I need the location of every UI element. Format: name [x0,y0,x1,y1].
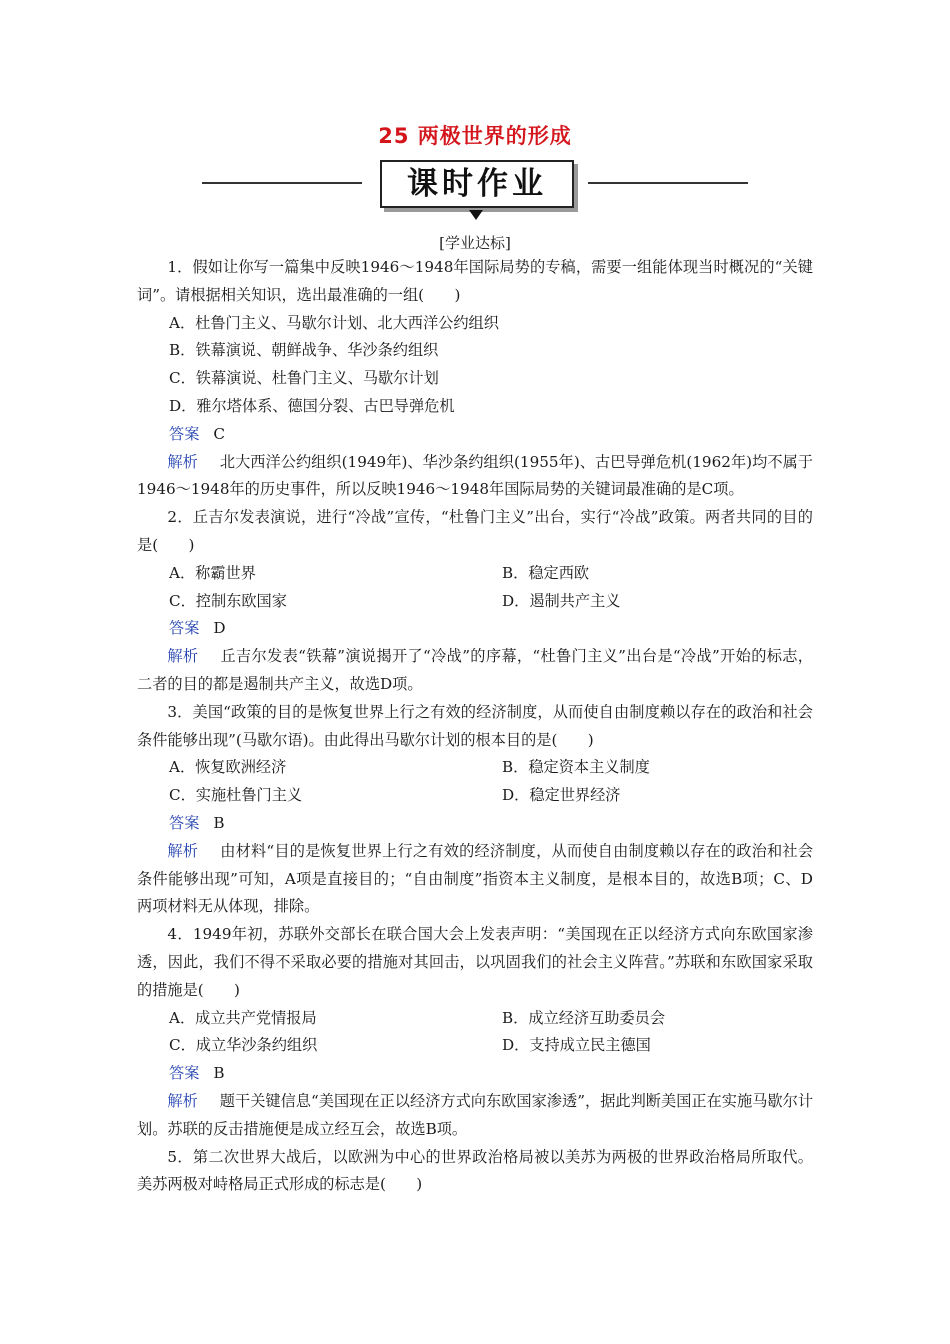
option-d: D．支持成立民主德国 [502,1036,651,1055]
answer-line [137,615,813,643]
question-stem: 2．丘吉尔发表演说，进行“冷战”宣传，“杜鲁门主义”出台，实行“冷战”政策。两者共同的目的是( ) [137,508,813,554]
options-row [137,754,813,782]
question-list [137,254,813,1199]
answer-value: C [213,424,225,443]
option-b: B．铁幕演说、朝鲜战争、华沙条约组织 [169,341,439,360]
banner-label: 课时作业 [380,160,574,208]
question-1 [137,254,813,504]
answer-line [137,810,813,838]
analysis-paragraph [137,643,813,699]
analysis-text: 由材料“目的是恢复世界上行之有效的经济制度，从而使自由制度赖以存在的政治和社会条件能够出现”可知，A项是直接目的；“自由制度”指资本主义制度，是根本目的，故选B项；C、D两项材料无从体现，排除。 [137,841,814,916]
answer-value: B [213,1064,225,1083]
answer-label: 答案 [169,424,200,443]
question-3 [137,699,813,921]
option-d: D．遏制共产主义 [502,591,621,610]
answer-value: D [213,619,226,638]
option-a: A．杜鲁门主义、马歇尔计划、北大西洋公约组织 [169,313,499,332]
analysis-text: 北大西洋公约组织(1949年)、华沙条约组织(1955年)、古巴导弹危机(1962年)均不属于1946～1948年的历史事件，所以反映1946～1948年国际局势的关键词最准确的是C项。 [137,452,813,499]
analysis-label: 解析 [167,452,198,471]
option-a: A．称霸世界 [169,563,256,582]
analysis-paragraph [137,449,813,505]
option-c: C．铁幕演说、杜鲁门主义、马歇尔计划 [169,369,439,388]
question-stem: 3．美国“政策的目的是恢复世界上行之有效的经济制度，从而使自由制度赖以存在的政治和社会条件能够出现”(马歇尔语)。由此得出马歇尔计划的根本目的是( ) [137,702,813,749]
question-4 [137,921,813,1143]
answer-label: 答案 [169,1064,200,1083]
analysis-text: 题干关键信息“美国现在正以经济方式向东欧国家渗透”，据此判断美国正在实施马歇尔计划。苏联的反击措施便是成立经互会，故选B项。 [137,1091,814,1138]
analysis-text: 丘吉尔发表“铁幕”演说揭开了“冷战”的序幕，“杜鲁门主义”出台是“冷战”开始的标志，二者的目的都是遏制共产主义，故选D项。 [137,647,813,693]
analysis-label: 解析 [167,841,199,860]
option-a: A．成立共产党情报局 [169,1008,317,1027]
options-row [137,1005,813,1033]
answer-label: 答案 [169,619,200,638]
answer-label: 答案 [169,813,200,832]
option-b: B．成立经济互助委员会 [502,1008,666,1027]
question-stem: 5．第二次世界大战后，以欧洲为中心的世界政治格局被以美苏为两极的世界政治格局所取代。美苏两极对峙格局正式形成的标志是( ) [137,1147,813,1194]
question-5 [137,1144,813,1200]
options-row [137,560,813,588]
banner-rule-right [588,182,748,184]
answer-line [137,1060,813,1088]
question-stem: 4．1949年初，苏联外交部长在联合国大会上发表声明：“美国现在正以经济方式向东欧国家渗透，因此，我们不得不采取必要的措施对其回击，以巩固我们的社会主义阵营。”苏联和东欧国家采取的措施是( ) [137,925,813,999]
lesson-title: 25 两极世界的形成 [378,124,572,148]
analysis-paragraph [137,838,813,921]
option-d: D．稳定世界经济 [502,786,621,805]
options-row [137,588,813,616]
answer-value: B [213,813,225,832]
analysis-label: 解析 [167,647,199,666]
option-c: C．控制东欧国家 [169,591,287,610]
analysis-label: 解析 [167,1091,198,1110]
options-row [137,782,813,810]
section-heading: [学业达标] [439,234,511,252]
homework-banner [0,156,950,228]
option-b: B．稳定西欧 [502,563,590,582]
option-d: D．雅尔塔体系、德国分裂、古巴导弹危机 [169,396,455,415]
option-b: B．稳定资本主义制度 [502,758,650,777]
banner-arrow-icon [469,210,483,220]
question-stem: 1．假如让你写一篇集中反映1946～1948年国际局势的专稿，需要一组能体现当时概况的“关键词”。请根据相关知识，选出最准确的一组( ) [137,258,813,304]
answer-line [137,421,813,449]
option-a: A．恢复欧洲经济 [169,758,287,777]
option-c: C．实施杜鲁门主义 [169,786,303,805]
analysis-paragraph [137,1088,813,1144]
banner-rule-left [202,182,362,184]
option-c: C．成立华沙条约组织 [169,1036,318,1055]
question-2 [137,504,813,699]
options-row [137,1032,813,1060]
